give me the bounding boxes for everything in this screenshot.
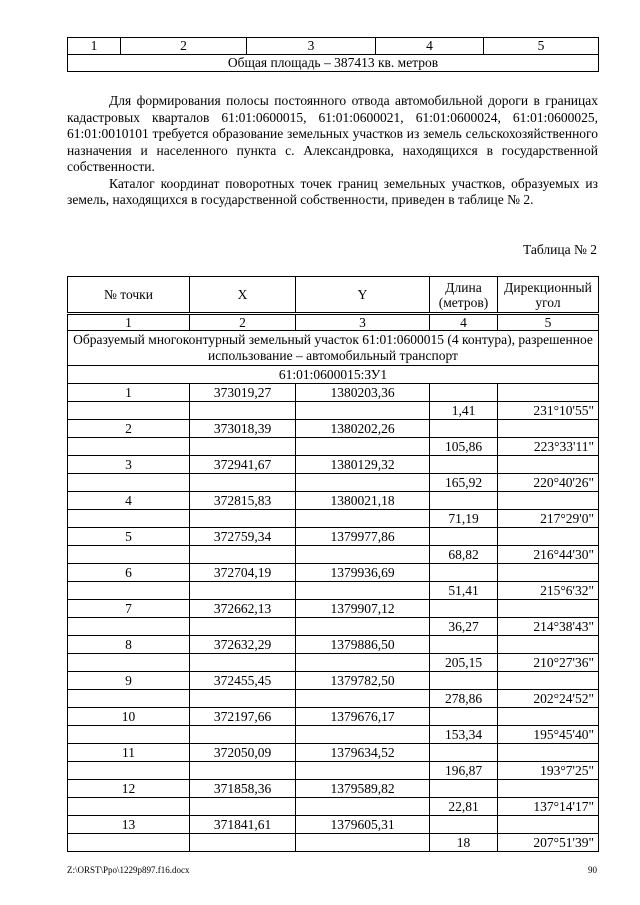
empty-cell bbox=[498, 600, 599, 618]
segment-row bbox=[68, 438, 599, 456]
segment-row bbox=[68, 402, 599, 420]
empty-cell bbox=[430, 528, 498, 546]
segment-angle: 217°29'0" bbox=[498, 510, 599, 528]
empty-cell bbox=[296, 402, 430, 420]
segment-length: 1,41 bbox=[430, 402, 498, 420]
empty-cell bbox=[190, 834, 296, 852]
segment-length: 36,27 bbox=[430, 618, 498, 636]
segment-row bbox=[68, 510, 599, 528]
point-x: 372941,67 bbox=[190, 456, 296, 474]
empty-cell bbox=[498, 528, 599, 546]
point-x: 372050,09 bbox=[190, 744, 296, 762]
empty-cell bbox=[68, 726, 190, 744]
segment-angle: 214°38'43" bbox=[498, 618, 599, 636]
segment-row bbox=[68, 762, 599, 780]
footer-page-number: 90 bbox=[588, 865, 597, 875]
empty-cell bbox=[68, 402, 190, 420]
segment-length: 18 bbox=[430, 834, 498, 852]
empty-cell bbox=[190, 402, 296, 420]
empty-cell bbox=[68, 798, 190, 816]
empty-cell bbox=[498, 708, 599, 726]
segment-row bbox=[68, 546, 599, 564]
segment-angle: 195°45'40" bbox=[498, 726, 599, 744]
top-col-num: 2 bbox=[121, 38, 247, 55]
segment-angle: 137°14'17" bbox=[498, 798, 599, 816]
paragraph: Каталог координат поворотных точек границ земельных участков, образуемых из земель, находящихся в государственной собственности, приведен в таблице № 2. bbox=[67, 175, 598, 207]
point-row bbox=[68, 744, 599, 762]
top-col-num: 4 bbox=[376, 38, 484, 55]
point-row bbox=[68, 636, 599, 654]
column-number: 2 bbox=[190, 315, 296, 331]
header-y: Y bbox=[296, 277, 430, 313]
empty-cell bbox=[498, 420, 599, 438]
empty-cell bbox=[68, 438, 190, 456]
point-x: 372815,83 bbox=[190, 492, 296, 510]
segment-angle: 216°44'30" bbox=[498, 546, 599, 564]
empty-cell bbox=[498, 744, 599, 762]
empty-cell bbox=[296, 510, 430, 528]
point-number: 2 bbox=[68, 420, 190, 438]
point-x: 372632,29 bbox=[190, 636, 296, 654]
point-y: 1379977,86 bbox=[296, 528, 430, 546]
empty-cell bbox=[430, 672, 498, 690]
table-caption: Таблица № 2 bbox=[523, 242, 597, 257]
point-number: 3 bbox=[68, 456, 190, 474]
footer-file-path: Z:\ORST\Ppo\1229p897.f16.docx bbox=[67, 865, 190, 875]
empty-cell bbox=[68, 582, 190, 600]
empty-cell bbox=[296, 798, 430, 816]
point-y: 1380129,32 bbox=[296, 456, 430, 474]
empty-cell bbox=[498, 780, 599, 798]
point-y: 1379634,52 bbox=[296, 744, 430, 762]
segment-length: 205,15 bbox=[430, 654, 498, 672]
empty-cell bbox=[68, 474, 190, 492]
empty-cell bbox=[296, 474, 430, 492]
empty-cell bbox=[430, 420, 498, 438]
empty-cell bbox=[296, 834, 430, 852]
point-y: 1380203,36 bbox=[296, 384, 430, 402]
empty-cell bbox=[430, 492, 498, 510]
section-title: Образуемый многоконтурный земельный участок 61:01:0600015 (4 контура), разрешенное использование – автомобильный транспорт bbox=[68, 331, 599, 366]
empty-cell bbox=[68, 762, 190, 780]
segment-length: 71,19 bbox=[430, 510, 498, 528]
header-row bbox=[68, 277, 599, 313]
top-col-num: 3 bbox=[247, 38, 376, 55]
empty-cell bbox=[498, 636, 599, 654]
point-y: 1379936,69 bbox=[296, 564, 430, 582]
empty-cell bbox=[296, 762, 430, 780]
segment-length: 105,86 bbox=[430, 438, 498, 456]
segment-row bbox=[68, 798, 599, 816]
empty-cell bbox=[430, 744, 498, 762]
point-number: 12 bbox=[68, 780, 190, 798]
column-number: 1 bbox=[68, 315, 190, 331]
empty-cell bbox=[296, 654, 430, 672]
column-number: 5 bbox=[498, 315, 599, 331]
point-number: 1 bbox=[68, 384, 190, 402]
point-number: 5 bbox=[68, 528, 190, 546]
empty-cell bbox=[296, 618, 430, 636]
segment-length: 278,86 bbox=[430, 690, 498, 708]
empty-cell bbox=[498, 672, 599, 690]
point-row bbox=[68, 600, 599, 618]
point-number: 8 bbox=[68, 636, 190, 654]
point-x: 371858,36 bbox=[190, 780, 296, 798]
section-title-row bbox=[68, 331, 599, 366]
top-col-num: 1 bbox=[68, 38, 121, 55]
point-number: 4 bbox=[68, 492, 190, 510]
header-angle: Дирекционный угол bbox=[498, 277, 599, 313]
point-y: 1379605,31 bbox=[296, 816, 430, 834]
empty-cell bbox=[190, 474, 296, 492]
segment-angle: 193°7'25" bbox=[498, 762, 599, 780]
segment-length: 165,92 bbox=[430, 474, 498, 492]
segment-length: 153,34 bbox=[430, 726, 498, 744]
point-x: 371841,61 bbox=[190, 816, 296, 834]
empty-cell bbox=[430, 600, 498, 618]
segment-row bbox=[68, 690, 599, 708]
point-row bbox=[68, 456, 599, 474]
point-number: 10 bbox=[68, 708, 190, 726]
empty-cell bbox=[190, 510, 296, 528]
segment-row bbox=[68, 726, 599, 744]
column-number: 4 bbox=[430, 315, 498, 331]
body-text bbox=[67, 93, 598, 209]
empty-cell bbox=[68, 690, 190, 708]
point-row bbox=[68, 492, 599, 510]
empty-cell bbox=[68, 510, 190, 528]
empty-cell bbox=[498, 384, 599, 402]
column-number-row bbox=[68, 315, 599, 331]
point-x: 372662,13 bbox=[190, 600, 296, 618]
section-code-row bbox=[68, 366, 599, 384]
empty-cell bbox=[430, 384, 498, 402]
empty-cell bbox=[430, 456, 498, 474]
point-x: 372455,45 bbox=[190, 672, 296, 690]
empty-cell bbox=[296, 726, 430, 744]
point-y: 1380202,26 bbox=[296, 420, 430, 438]
point-x: 372704,19 bbox=[190, 564, 296, 582]
coordinates-table bbox=[67, 276, 599, 852]
empty-cell bbox=[68, 546, 190, 564]
point-y: 1380021,18 bbox=[296, 492, 430, 510]
point-y: 1379907,12 bbox=[296, 600, 430, 618]
empty-cell bbox=[430, 780, 498, 798]
empty-cell bbox=[498, 492, 599, 510]
point-row bbox=[68, 384, 599, 402]
segment-row bbox=[68, 474, 599, 492]
empty-cell bbox=[430, 816, 498, 834]
segment-angle: 215°6'32" bbox=[498, 582, 599, 600]
empty-cell bbox=[430, 636, 498, 654]
total-area: Общая площадь – 387413 кв. метров bbox=[68, 55, 599, 72]
empty-cell bbox=[190, 798, 296, 816]
segment-angle: 223°33'11" bbox=[498, 438, 599, 456]
empty-cell bbox=[190, 582, 296, 600]
point-number: 7 bbox=[68, 600, 190, 618]
point-y: 1379676,17 bbox=[296, 708, 430, 726]
point-y: 1379782,50 bbox=[296, 672, 430, 690]
empty-cell bbox=[430, 708, 498, 726]
column-number: 3 bbox=[296, 315, 430, 331]
segment-angle: 220°40'26" bbox=[498, 474, 599, 492]
point-number: 13 bbox=[68, 816, 190, 834]
point-row bbox=[68, 672, 599, 690]
empty-cell bbox=[498, 816, 599, 834]
empty-cell bbox=[498, 564, 599, 582]
empty-cell bbox=[68, 834, 190, 852]
point-row bbox=[68, 780, 599, 798]
point-number: 9 bbox=[68, 672, 190, 690]
point-number: 11 bbox=[68, 744, 190, 762]
segment-angle: 207°51'39" bbox=[498, 834, 599, 852]
empty-cell bbox=[190, 546, 296, 564]
point-row bbox=[68, 528, 599, 546]
segment-length: 51,41 bbox=[430, 582, 498, 600]
empty-cell bbox=[68, 618, 190, 636]
segment-angle: 202°24'52" bbox=[498, 690, 599, 708]
top-col-num: 5 bbox=[484, 38, 599, 55]
total-area-row bbox=[68, 55, 599, 72]
segment-length: 68,82 bbox=[430, 546, 498, 564]
point-y: 1379589,82 bbox=[296, 780, 430, 798]
segment-length: 22,81 bbox=[430, 798, 498, 816]
segment-angle: 231°10'55" bbox=[498, 402, 599, 420]
point-row bbox=[68, 816, 599, 834]
point-row bbox=[68, 708, 599, 726]
paragraph: Для формирования полосы постоянного отвода автомобильной дороги в границах кадастровых кварталов 61:01:0600015, 61:01:0600021, 61:01:0600024, 61:01:0600025, 61:01:0010101 требуется образование земельных участков из земель сельскохозяйственного назначения и населенного пункта с. Александровка, находящихся в государственной собственности. bbox=[67, 93, 598, 174]
point-x: 373019,27 bbox=[190, 384, 296, 402]
section-code: 61:01:0600015:ЗУ1 bbox=[68, 366, 599, 384]
empty-cell bbox=[190, 618, 296, 636]
segment-length: 196,87 bbox=[430, 762, 498, 780]
empty-cell bbox=[296, 438, 430, 456]
segment-row bbox=[68, 654, 599, 672]
top-table-num-row bbox=[68, 38, 599, 55]
point-row bbox=[68, 564, 599, 582]
header-point-number: № точки bbox=[68, 277, 190, 313]
empty-cell bbox=[68, 654, 190, 672]
empty-cell bbox=[190, 726, 296, 744]
empty-cell bbox=[190, 438, 296, 456]
point-y: 1379886,50 bbox=[296, 636, 430, 654]
empty-cell bbox=[190, 762, 296, 780]
empty-cell bbox=[190, 654, 296, 672]
point-number: 6 bbox=[68, 564, 190, 582]
empty-cell bbox=[190, 690, 296, 708]
empty-cell bbox=[296, 690, 430, 708]
point-x: 372197,66 bbox=[190, 708, 296, 726]
segment-row bbox=[68, 618, 599, 636]
segment-angle: 210°27'36" bbox=[498, 654, 599, 672]
point-x: 373018,39 bbox=[190, 420, 296, 438]
header-x: X bbox=[190, 277, 296, 313]
segment-row bbox=[68, 834, 599, 852]
empty-cell bbox=[430, 564, 498, 582]
point-x: 372759,34 bbox=[190, 528, 296, 546]
point-row bbox=[68, 420, 599, 438]
empty-cell bbox=[296, 582, 430, 600]
top-table bbox=[67, 37, 599, 72]
empty-cell bbox=[296, 546, 430, 564]
empty-cell bbox=[498, 456, 599, 474]
header-length: Длина (метров) bbox=[430, 277, 498, 313]
segment-row bbox=[68, 582, 599, 600]
